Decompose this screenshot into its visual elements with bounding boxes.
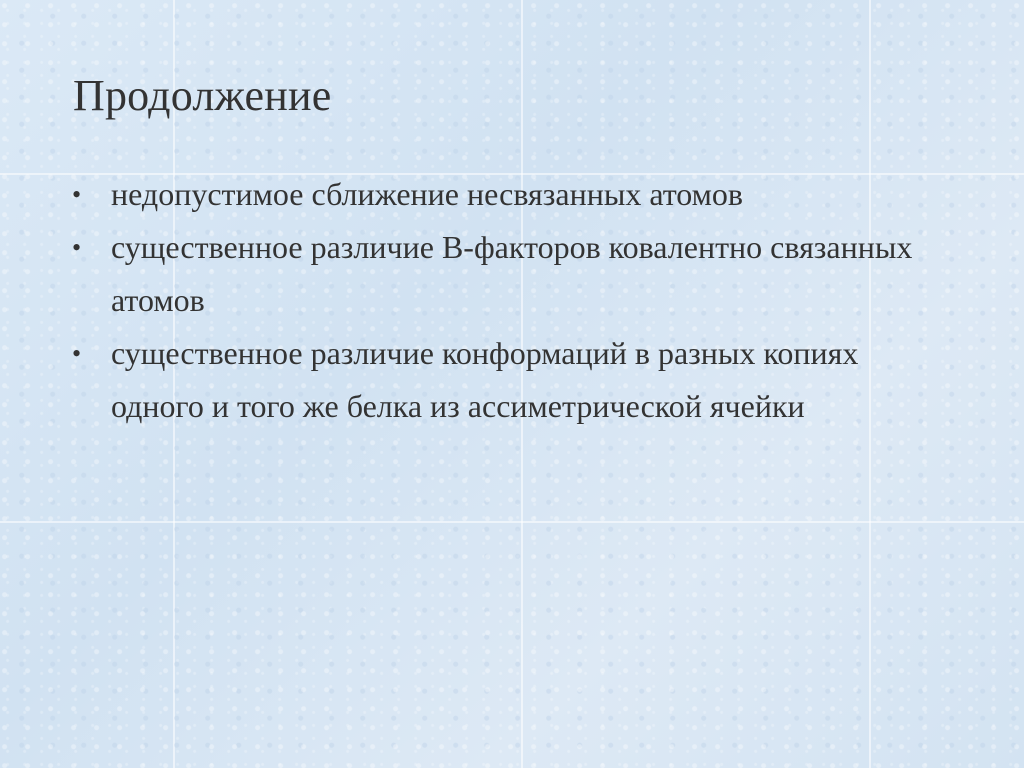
bullet-text: существенное различие B-факторов ковалентно связанных атомов — [111, 229, 913, 318]
bullet-text: существенное различие конформаций в разных копиях одного и того же белка из ассиметрической ячейки — [111, 335, 859, 424]
bullet-marker-icon: • — [72, 180, 82, 209]
bullet-marker-icon: • — [72, 233, 82, 262]
bullet-item — [72, 221, 952, 327]
bullet-text: недопустимое сближение несвязанных атомов — [111, 176, 743, 212]
bullet-item — [72, 327, 952, 433]
bullet-marker-icon: • — [72, 339, 82, 368]
bullet-item — [72, 168, 952, 221]
bullet-list — [72, 168, 952, 433]
slide-title: Продолжение — [73, 71, 332, 120]
